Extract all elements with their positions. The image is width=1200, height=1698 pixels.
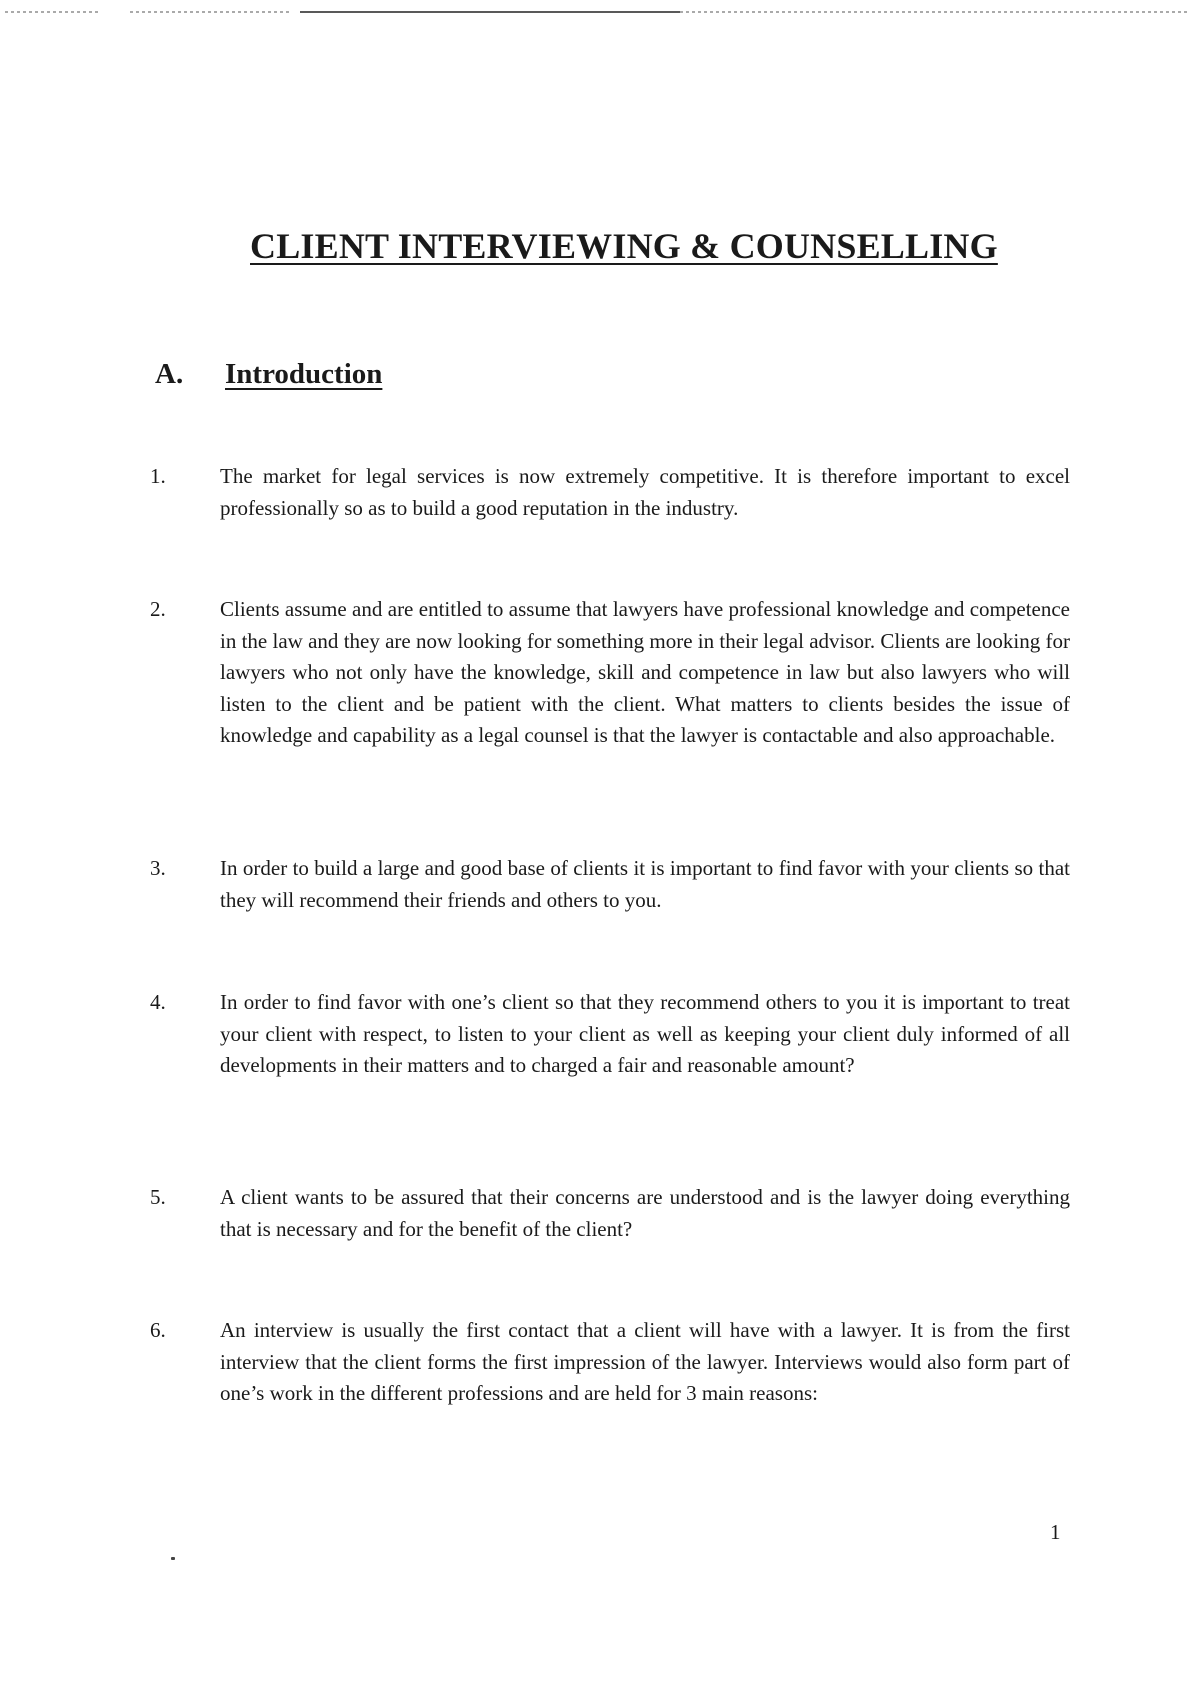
numbered-paragraph	[150, 594, 1070, 752]
paragraph-text: In order to find favor with one’s client so that they recommend others to you it is important to treat your client with respect, to listen to your client as well as keeping your client duly informed of all developments in their matters and to charged a fair and reasonable amount?	[220, 990, 1070, 1077]
paragraph-number: 1.	[150, 464, 166, 488]
scan-speck	[171, 1557, 175, 1560]
paragraph-number: 3.	[150, 856, 166, 880]
paragraph-number: 4.	[150, 990, 166, 1014]
paragraph-number: 2.	[150, 597, 166, 621]
paragraph-number: 6.	[150, 1318, 166, 1342]
document-title: CLIENT INTERVIEWING & COUNSELLING	[250, 226, 998, 266]
numbered-paragraph	[150, 1182, 1070, 1245]
paragraph-text: The market for legal services is now extremely competitive. It is therefore important to excel professionally so as to build a good reputation in the industry.	[220, 464, 1070, 520]
numbered-paragraph	[150, 1315, 1070, 1410]
paragraph-text: In order to build a large and good base of clients it is important to find favor with your clients so that they will recommend their friends and others to you.	[220, 856, 1070, 912]
numbered-paragraph	[150, 461, 1070, 524]
numbered-paragraph	[150, 987, 1070, 1082]
scan-artifact-line	[0, 6, 1200, 18]
page-number: 1	[1050, 1520, 1061, 1544]
paragraph-number: 5.	[150, 1185, 166, 1209]
paragraph-text: Clients assume and are entitled to assume that lawyers have professional knowledge and competence in the law and they are now looking for something more in their legal advisor. Clients are looking for lawyers who not only have the knowledge, skill and competence in law but also lawyers who will listen to the client and be patient with the client. What matters to clients besides the issue of knowledge and capability as a legal counsel is that the lawyer is contactable and also approachable.	[220, 597, 1070, 747]
section-heading	[155, 358, 382, 391]
section-letter: A.	[155, 358, 184, 390]
paragraph-text: A client wants to be assured that their concerns are understood and is the lawyer doing everything that is necessary and for the benefit of the client?	[220, 1185, 1070, 1241]
paragraph-text: An interview is usually the first contact that a client will have with a lawyer. It is from the first interview that the client forms the first impression of the lawyer. Interviews would also form part of one’s work in the different professions and are held for 3 main reasons:	[220, 1318, 1070, 1405]
section-title: Introduction	[225, 358, 383, 390]
numbered-paragraph	[150, 853, 1070, 916]
